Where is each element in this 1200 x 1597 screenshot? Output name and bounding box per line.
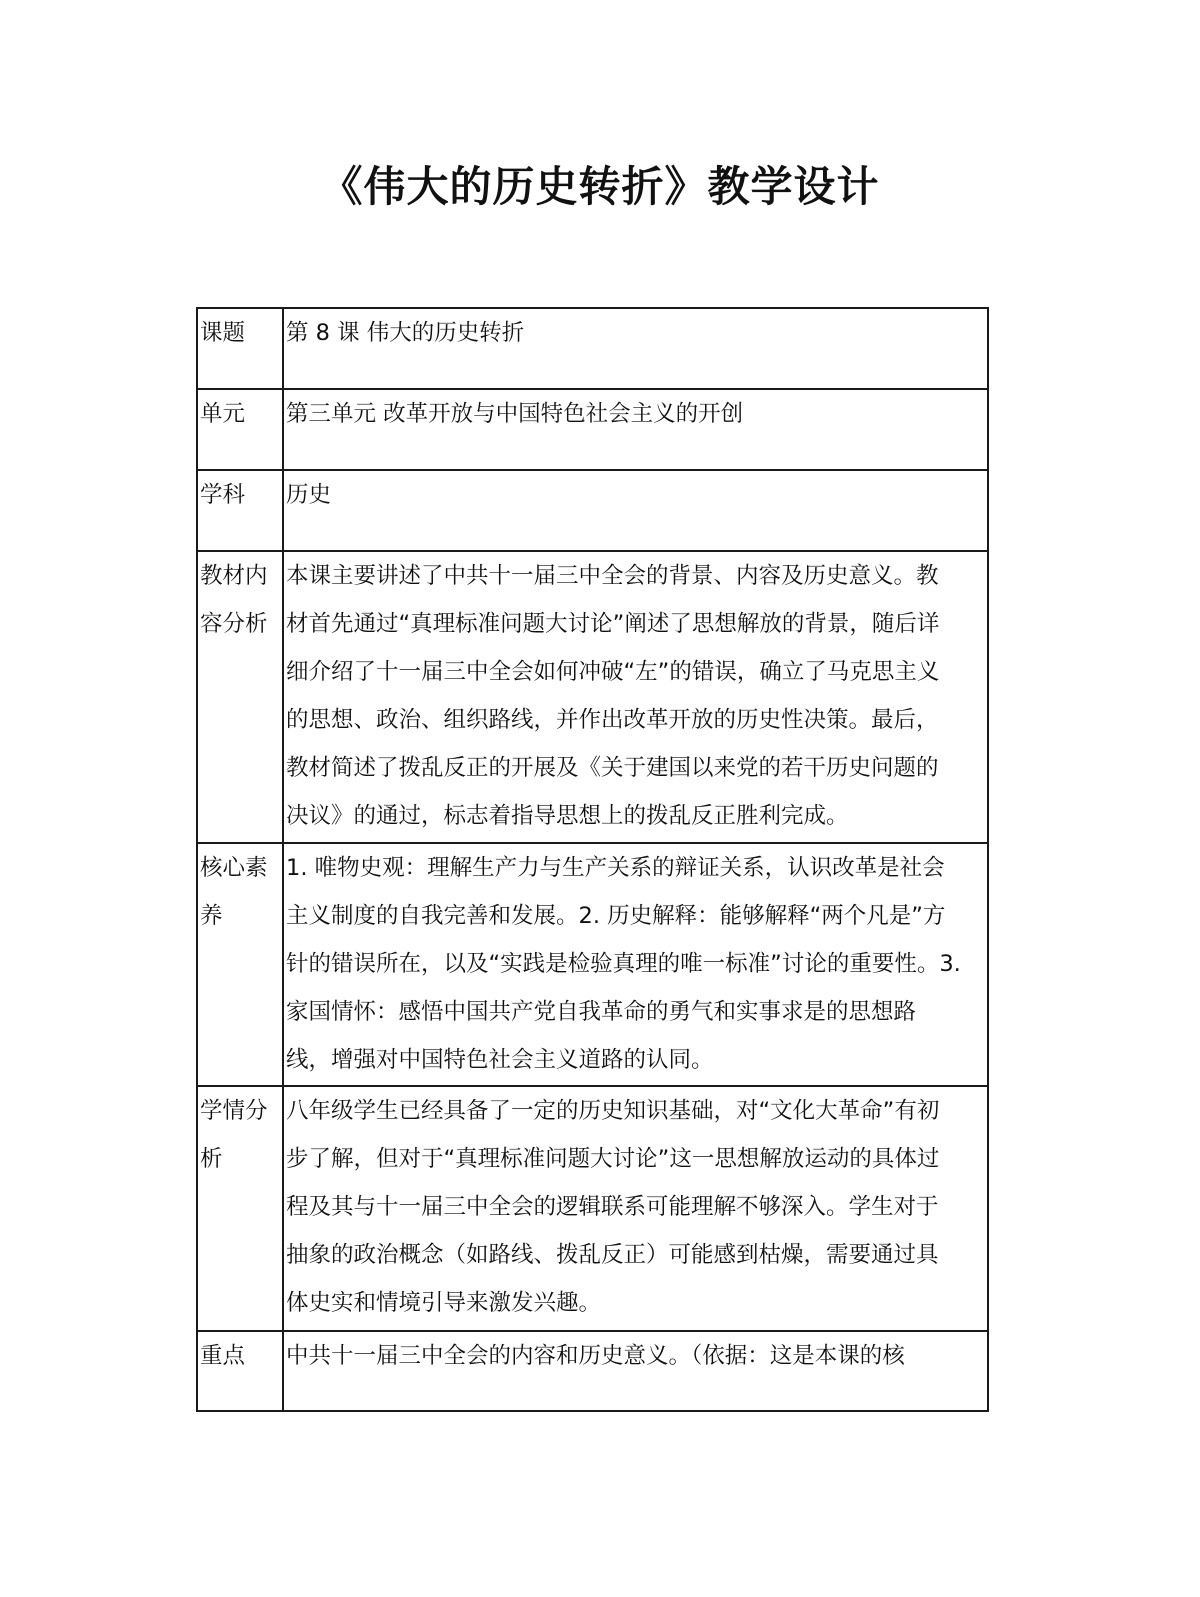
row-unit: [197, 389, 988, 470]
row-material-analysis-content-line: 教材简述了拨乱反正的开展及《关于建国以来党的若干历史问题的: [286, 755, 939, 781]
row-subject: [197, 470, 988, 551]
row-material-analysis-content: [283, 551, 988, 843]
row-student-analysis-content-line: 体史实和情境引导来激发兴趣。: [286, 1290, 602, 1316]
row-student-analysis: [197, 1086, 988, 1331]
row-unit-content-line: 第三单元 改革开放与中国特色社会主义的开创: [286, 401, 744, 427]
row-material-analysis-label-line: 教材内: [200, 563, 268, 589]
row-core-competencies: [197, 843, 988, 1086]
document-title: 《伟大的历史转折》教学设计: [320, 162, 880, 211]
row-topic-content: [283, 308, 988, 389]
row-topic-label: [197, 308, 283, 389]
row-subject-content: [283, 470, 988, 551]
row-material-analysis-content-line: 的思想、政治、组织路线，并作出改革开放的历史性决策。最后，: [286, 707, 939, 733]
row-student-analysis-label: [197, 1086, 283, 1331]
row-unit-label-line: 单元: [200, 401, 246, 427]
row-core-competencies-content: [283, 843, 988, 1086]
row-subject-label-line: 学科: [200, 482, 246, 508]
row-student-analysis-label-line: 析: [200, 1146, 223, 1172]
row-key-points: [197, 1331, 988, 1411]
row-core-competencies-content-line: 1. 唯物史观：理解生产力与生产关系的辩证关系，认识改革是社会: [286, 855, 945, 881]
row-topic-label-line: 课题: [200, 320, 246, 346]
row-material-analysis-content-line: 决议》的通过，标志着指导思想上的拨乱反正胜利完成。: [286, 803, 849, 829]
row-material-analysis-content-line: 本课主要讲述了中共十一届三中全会的背景、内容及历史意义。教: [286, 563, 939, 589]
row-material-analysis: [197, 551, 988, 843]
row-material-analysis-content-line: 材首先通过“真理标准问题大讨论”阐述了思想解放的背景，随后详: [286, 611, 940, 637]
row-student-analysis-label-line: 学情分: [200, 1098, 268, 1124]
row-core-competencies-content-line: 家国情怀：感悟中国共产党自我革命的勇气和实事求是的思想路: [286, 999, 917, 1025]
row-subject-content-line: 历史: [286, 482, 332, 508]
row-unit-content: [283, 389, 988, 470]
row-topic-content-line: 第 8 课 伟大的历史转折: [286, 320, 525, 346]
lesson-plan-table-body: [197, 308, 988, 1411]
row-core-competencies-label: [197, 843, 283, 1086]
row-material-analysis-label-line: 容分析: [200, 611, 268, 637]
row-core-competencies-content-line: 针的错误所在，以及“实践是检验真理的唯一标准”讨论的重要性。3.: [286, 951, 961, 977]
row-unit-label: [197, 389, 283, 470]
row-core-competencies-label-line: 养: [200, 903, 223, 929]
row-key-points-content-line: 中共十一届三中全会的内容和历史意义。（依据：这是本课的核: [286, 1343, 905, 1369]
row-topic: [197, 308, 988, 389]
row-material-analysis-content-line: 细介绍了十一届三中全会如何冲破“左”的错误，确立了马克思主义: [286, 659, 940, 685]
row-student-analysis-content-line: 抽象的政治概念（如路线、拨乱反正）可能感到枯燥，需要通过具: [286, 1242, 939, 1268]
row-key-points-content: [283, 1331, 988, 1411]
row-key-points-label-line: 重点: [200, 1343, 246, 1369]
row-student-analysis-content-line: 步了解，但对于“真理标准问题大讨论”这一思想解放运动的具体过: [286, 1146, 940, 1172]
row-core-competencies-content-line: 主义制度的自我完善和发展。2. 历史解释：能够解释“两个凡是”方: [286, 903, 946, 929]
row-student-analysis-content-line: 程及其与十一届三中全会的逻辑联系可能理解不够深入。学生对于: [286, 1194, 939, 1220]
row-core-competencies-content-line: 线，增强对中国特色社会主义道路的认同。: [286, 1047, 714, 1073]
row-subject-label: [197, 470, 283, 551]
row-student-analysis-content: [283, 1086, 988, 1331]
lesson-plan-table: [196, 307, 989, 1412]
row-core-competencies-label-line: 核心素: [200, 855, 268, 881]
row-key-points-label: [197, 1331, 283, 1411]
row-student-analysis-content-line: 八年级学生已经具备了一定的历史知识基础，对“文化大革命”有初: [286, 1098, 940, 1124]
row-material-analysis-label: [197, 551, 283, 843]
